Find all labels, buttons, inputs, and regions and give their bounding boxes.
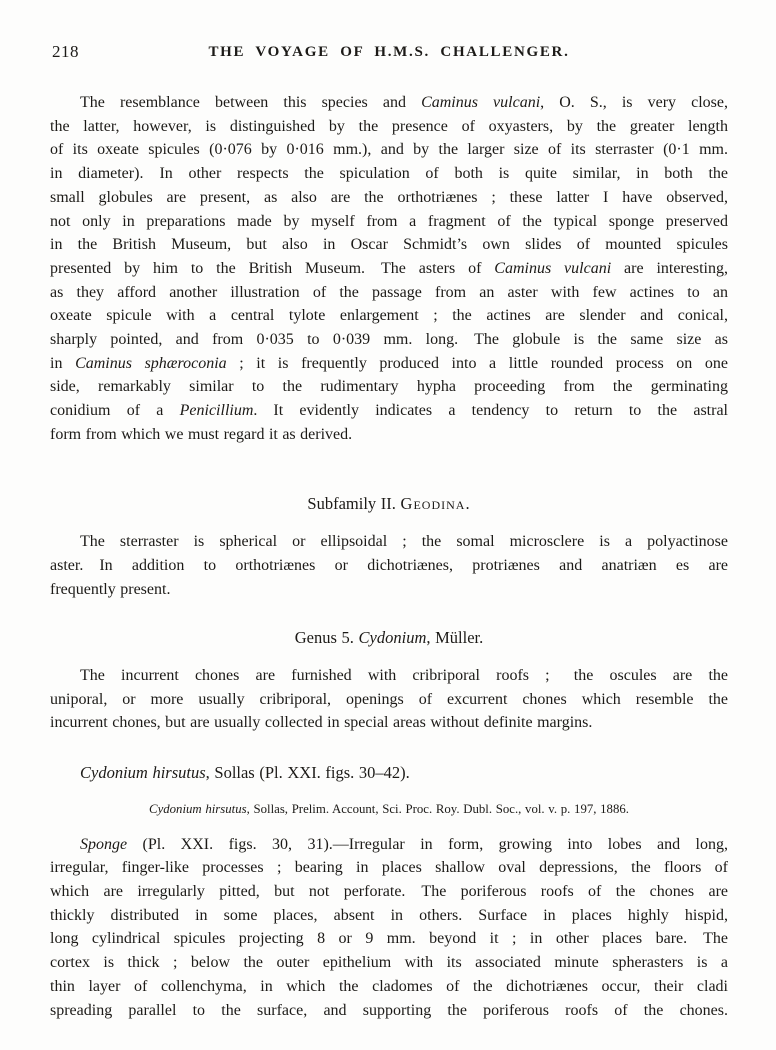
text-segment: cortex is thick ; below the outer epithelium with its associated minute spherasters is a xyxy=(50,954,728,972)
text-segment: sharply pointed, and from 0·035 to 0·039 mm. long. The globule is the same size as xyxy=(50,331,728,349)
text-line xyxy=(50,375,728,399)
text-segment: small globules are present, as also are the orthotriænes ; these latter I have observed, xyxy=(50,188,728,206)
text-segment: in xyxy=(50,354,76,372)
text-segment: not only in preparations made by myself from a fragment of the typical sponge preserved xyxy=(50,212,728,230)
text-line xyxy=(50,904,728,928)
text-line xyxy=(50,999,728,1023)
citation xyxy=(50,798,728,822)
text-line xyxy=(50,328,728,352)
paragraph-3 xyxy=(50,664,728,735)
text-segment: , Sollas (Pl. XXI. figs. 30–42). xyxy=(205,763,410,783)
text-segment: incurrent chones, but are usually collected in special areas without definite margins. xyxy=(50,714,593,732)
paragraph-1 xyxy=(50,91,728,447)
italic-text: Cydonium xyxy=(358,628,427,648)
text-line xyxy=(50,138,728,162)
italic-text: Sponge xyxy=(80,835,128,853)
paragraph-4 xyxy=(50,833,728,1023)
text-line xyxy=(50,423,728,447)
text-segment: the latter, however, is distinguished by the presence of oxyasters, by the greater length xyxy=(50,117,728,135)
italic-text: Cydonium hirsutus xyxy=(80,763,206,783)
text-line xyxy=(50,711,728,735)
text-segment: aster. In addition to orthotriænes or dichotriænes, protriænes and anatriæn es are xyxy=(50,556,728,574)
text-segment: , O. S., is very close, xyxy=(540,94,728,111)
text-line xyxy=(50,664,728,688)
text-line xyxy=(50,281,728,305)
text-segment: conidium of a xyxy=(50,402,180,420)
text-segment: Subfamily II. xyxy=(307,493,401,513)
text-segment: in the British Museum, but also in Oscar Schmidt’s own slides of mounted spicules xyxy=(50,236,728,254)
text-column xyxy=(50,0,728,1022)
text-line xyxy=(50,880,728,904)
paragraph-2 xyxy=(50,530,728,601)
text-segment: frequently present. xyxy=(50,580,171,598)
text-segment: The resemblance between this species and xyxy=(80,94,422,111)
text-line xyxy=(50,257,728,281)
text-segment: presented by him to the British Museum. The asters of xyxy=(50,259,495,277)
text-line xyxy=(50,554,728,578)
small-caps-text: Geodina. xyxy=(400,493,471,513)
text-segment: ; it is frequently produced into a little rounded process on one xyxy=(226,354,729,372)
text-line xyxy=(50,951,728,975)
text-line xyxy=(50,492,728,516)
text-segment: of its oxeate spicules (0·076 by 0·016 mm.), and by the larger size of its sterraster (0·1 mm. xyxy=(50,141,728,159)
text-line xyxy=(50,210,728,234)
italic-text: Caminus vulcani xyxy=(421,94,541,111)
text-body xyxy=(50,91,728,1022)
text-line xyxy=(50,162,728,186)
text-segment: , Müller. xyxy=(426,628,484,648)
text-segment: form from which we must regard it as derived. xyxy=(50,425,353,443)
subfamily-heading xyxy=(50,492,728,516)
text-line xyxy=(50,91,728,115)
text-segment: spreading parallel to the surface, and supporting the poriferous roofs of the chones. xyxy=(50,1001,728,1019)
text-segment: in diameter). In other respects the spiculation of both is quite similar, in both the xyxy=(50,165,728,183)
italic-text: Cydonium hirsutus xyxy=(149,801,247,816)
text-segment: The incurrent chones are furnished with cribriporal roofs ; the oscules are the xyxy=(80,667,728,685)
text-segment: long cylindrical spicules projecting 8 or 9 mm. beyond it ; in other places bare. The xyxy=(50,930,728,948)
text-segment: Genus 5. xyxy=(294,628,359,648)
text-segment: (Pl. XXI. figs. 30, 31).—Irregular in form, growing into lobes and long, xyxy=(127,835,728,853)
text-line xyxy=(50,352,728,376)
text-line xyxy=(50,761,728,785)
text-segment: , Sollas, Prelim. Account, Sci. Proc. Roy. Dubl. Soc., vol. v. p. 197, 1886. xyxy=(246,801,629,816)
text-line xyxy=(50,927,728,951)
italic-text: Caminus sphæroconia xyxy=(75,354,227,372)
text-line xyxy=(50,626,728,650)
text-line xyxy=(50,530,728,554)
text-line xyxy=(50,115,728,139)
text-segment: irregular, finger-like processes ; bearing in places shallow oval depressions, the floors of xyxy=(50,859,728,877)
text-line xyxy=(50,304,728,328)
species-heading xyxy=(50,761,728,785)
text-segment: as they afford another illustration of the passage from an aster with few actines to an xyxy=(50,283,728,301)
text-segment: The sterraster is spherical or ellipsoidal ; the somal microsclere is a polyactinose xyxy=(80,533,728,551)
text-line xyxy=(50,856,728,880)
text-line xyxy=(50,833,728,857)
text-line xyxy=(50,798,728,822)
text-segment: which are irregularly pitted, but not perforate. The poriferous roofs of the chones are xyxy=(50,882,728,900)
text-line xyxy=(50,578,728,602)
text-line xyxy=(50,186,728,210)
text-segment: oxeate spicule with a central tylote enlargement ; the actines are slender and conical, xyxy=(50,307,728,325)
text-segment: uniporal, or more usually cribriporal, openings of excurrent chones which resemble the xyxy=(50,690,728,708)
text-segment: thickly distributed in some places, absent in others. Surface in places highly hispid, xyxy=(50,906,728,924)
text-line xyxy=(50,233,728,257)
text-line xyxy=(50,399,728,423)
text-line xyxy=(50,688,728,712)
italic-text: Penicillium xyxy=(179,402,254,420)
genus-heading xyxy=(50,626,728,650)
text-segment: thin layer of collenchyma, in which the cladomes of the dichotriænes occur, their cladi xyxy=(50,977,728,995)
running-title: THE VOYAGE OF H.M.S. CHALLENGER. xyxy=(208,44,570,60)
italic-text: Caminus vulcani xyxy=(494,259,612,277)
running-head xyxy=(50,42,728,64)
text-segment: are interesting, xyxy=(611,259,728,277)
page-number: 218 xyxy=(52,42,79,61)
text-line xyxy=(50,975,728,999)
text-segment: side, remarkably similar to the rudimentary hypha proceeding from the germinating xyxy=(50,378,728,396)
text-segment: . It evidently indicates a tendency to return to the astral xyxy=(253,402,728,420)
